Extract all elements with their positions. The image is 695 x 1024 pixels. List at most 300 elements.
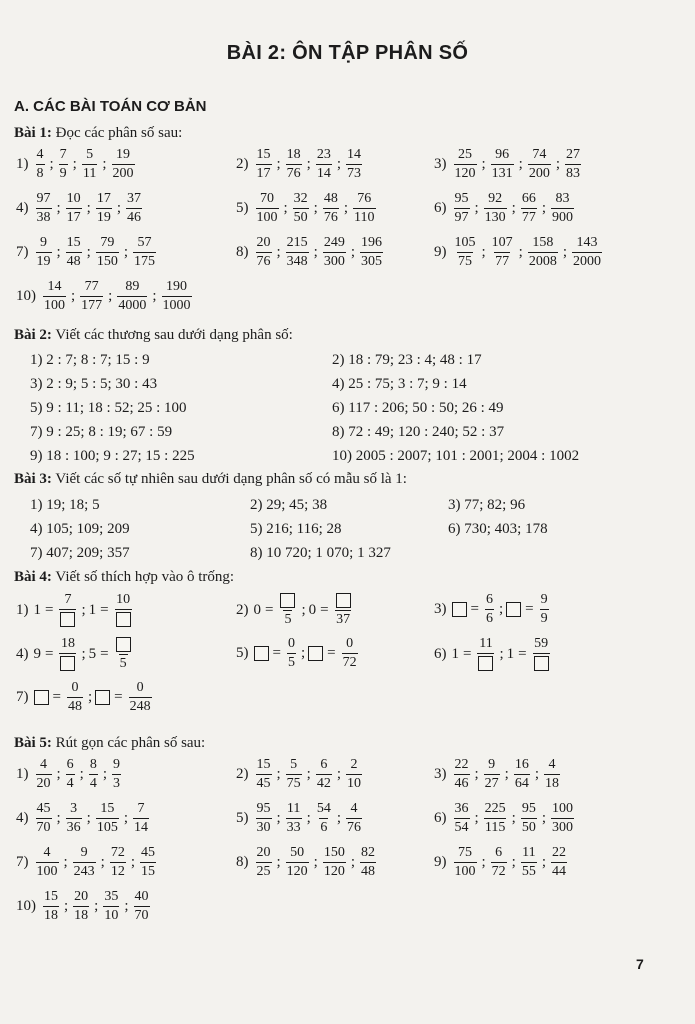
separator: ; xyxy=(87,689,93,705)
separator: ; xyxy=(336,810,342,826)
separator: ; xyxy=(534,766,540,782)
fraction xyxy=(96,191,112,226)
blank-box xyxy=(95,690,110,705)
fraction xyxy=(36,845,59,880)
denominator: 2008 xyxy=(528,254,557,269)
denominator: 18 xyxy=(44,908,58,923)
fraction xyxy=(134,889,150,924)
separator: ; xyxy=(86,244,91,260)
text-item: 9) 18 : 100; 9 : 27; 15 : 225 xyxy=(30,448,195,464)
fraction-item xyxy=(236,845,378,880)
text-item: 7) 407; 209; 357 xyxy=(30,545,130,561)
fraction xyxy=(491,845,507,880)
exercise-1-heading: Bài 1: Đọc các phân số sau: xyxy=(14,125,183,141)
numerator: 20 xyxy=(256,845,271,860)
equals-sign: = xyxy=(327,645,336,661)
denominator xyxy=(533,653,550,672)
fraction xyxy=(484,191,507,226)
numerator: 10 xyxy=(66,191,81,206)
fraction-item xyxy=(434,845,569,880)
denominator: 46 xyxy=(127,210,142,225)
fill-blank-item: 6) 1 = 11 ; 1 = 59 xyxy=(434,636,552,672)
numerator: 15 xyxy=(100,801,115,816)
numerator: 75 xyxy=(458,845,472,860)
separator: ; xyxy=(474,766,479,782)
fraction xyxy=(36,757,52,792)
numerator: 4 xyxy=(350,801,358,816)
denominator: 248 xyxy=(129,699,151,714)
fraction xyxy=(36,191,52,226)
numerator: 18 xyxy=(60,636,75,651)
separator: ; xyxy=(343,200,349,216)
denominator: 100 xyxy=(256,210,278,225)
separator: ; xyxy=(481,244,486,260)
fraction xyxy=(256,191,279,226)
fraction-item xyxy=(434,801,576,836)
denominator: 12 xyxy=(110,864,125,879)
item-number: 1) xyxy=(16,156,29,172)
separator: ; xyxy=(555,156,561,172)
fraction xyxy=(115,592,132,628)
separator: ; xyxy=(283,200,288,216)
item-number: 7) xyxy=(16,854,29,870)
separator: ; xyxy=(301,601,306,618)
fraction xyxy=(521,845,537,880)
item-number: 4) xyxy=(16,810,29,826)
numerator: 45 xyxy=(36,801,51,816)
item-number: 10) xyxy=(16,898,36,914)
denominator: 36 xyxy=(66,820,81,835)
fraction xyxy=(256,147,272,182)
denominator: 45 xyxy=(256,776,271,791)
numerator: 36 xyxy=(454,801,469,816)
denominator: 243 xyxy=(73,864,95,879)
text-item: 2) 29; 45; 38 xyxy=(250,497,328,513)
separator: ; xyxy=(498,601,504,617)
equals-sign: = xyxy=(52,689,61,705)
fraction xyxy=(286,845,309,880)
numerator: 15 xyxy=(256,757,271,772)
denominator: 1000 xyxy=(162,298,191,313)
page-title: BÀI 2: ÔN TẬP PHÂN SỐ xyxy=(226,42,469,64)
separator: ; xyxy=(481,854,486,870)
equals-sign: = xyxy=(518,645,527,662)
fill-blank-item: 2) 0 = 5 ; 0 = 37 xyxy=(236,592,354,628)
numerator: 6 xyxy=(495,845,503,860)
fraction xyxy=(162,279,192,314)
denominator: 15 xyxy=(141,864,156,879)
fraction xyxy=(140,845,156,880)
numerator: 143 xyxy=(576,235,598,250)
item-number: 4) xyxy=(16,645,29,662)
numerator: 18 xyxy=(286,147,301,162)
fraction xyxy=(346,147,362,182)
denominator: 110 xyxy=(354,210,375,225)
fraction xyxy=(544,757,560,792)
numerator: 14 xyxy=(47,279,62,294)
denominator: 5 xyxy=(119,656,127,671)
item-number: 3) xyxy=(434,601,447,617)
fraction xyxy=(477,636,494,672)
separator: ; xyxy=(94,898,99,914)
text-item: 8) 72 : 49; 120 : 240; 52 : 37 xyxy=(332,424,505,440)
denominator xyxy=(59,653,76,672)
fraction xyxy=(96,235,119,270)
denominator: 55 xyxy=(521,864,536,879)
numerator: 35 xyxy=(104,889,119,904)
separator: ; xyxy=(276,244,281,260)
blank-box xyxy=(534,656,549,671)
separator: ; xyxy=(56,766,61,782)
fraction xyxy=(528,235,558,270)
denominator: 30 xyxy=(256,820,271,835)
fraction xyxy=(286,235,309,270)
numerator: 105 xyxy=(454,235,476,250)
fraction xyxy=(287,636,296,671)
separator: ; xyxy=(541,810,547,826)
fraction xyxy=(110,845,126,880)
text-item: 3) 77; 82; 96 xyxy=(448,497,526,513)
fraction xyxy=(36,801,52,836)
separator: ; xyxy=(276,854,281,870)
fraction xyxy=(521,191,537,226)
separator: ; xyxy=(474,200,479,216)
numerator: 5 xyxy=(290,757,298,772)
fraction xyxy=(73,889,89,924)
fraction xyxy=(335,592,352,628)
numerator: 37 xyxy=(127,191,142,206)
separator: ; xyxy=(116,200,122,216)
numerator: 15 xyxy=(256,147,271,162)
numerator: 158 xyxy=(532,235,554,250)
numerator: 92 xyxy=(488,191,503,206)
denominator: 70 xyxy=(134,908,149,923)
denominator: 70 xyxy=(36,820,51,835)
denominator: 300 xyxy=(552,820,574,835)
fraction xyxy=(323,235,346,270)
numerator: 100 xyxy=(552,801,574,816)
fraction xyxy=(533,636,550,672)
fill-blank-item xyxy=(236,636,360,671)
fraction xyxy=(551,845,567,880)
denominator: 120 xyxy=(454,166,476,181)
blank-box xyxy=(60,656,75,671)
numerator: 7 xyxy=(59,147,67,162)
fraction xyxy=(279,592,296,628)
fraction xyxy=(454,147,477,182)
denominator: 9 xyxy=(540,611,548,626)
text-item: 7) 9 : 25; 8 : 19; 67 : 59 xyxy=(30,424,173,440)
text-item: 6) 730; 403; 178 xyxy=(448,521,548,537)
denominator: 77 xyxy=(521,210,536,225)
numerator: 77 xyxy=(84,279,99,294)
fraction xyxy=(360,845,376,880)
denominator: 50 xyxy=(293,210,308,225)
separator: ; xyxy=(336,156,342,172)
fraction xyxy=(256,845,272,880)
exercise-5-heading: Bài 5: Rút gọn các phân số sau: xyxy=(14,735,206,751)
denominator: 4 xyxy=(89,776,97,791)
separator: ; xyxy=(102,156,107,172)
fill-blank-item xyxy=(16,680,154,715)
numerator: 79 xyxy=(100,235,115,250)
fraction xyxy=(82,147,97,182)
fraction xyxy=(316,757,332,792)
denominator: 6 xyxy=(485,611,493,626)
denominator: 3 xyxy=(113,776,121,791)
separator: ; xyxy=(71,288,76,304)
numerator: 6 xyxy=(66,757,74,772)
separator: ; xyxy=(49,156,54,172)
fraction xyxy=(66,235,82,270)
fraction-item xyxy=(16,757,123,792)
separator: ; xyxy=(511,200,516,216)
item-number: 9) xyxy=(434,854,447,870)
denominator: 64 xyxy=(514,776,529,791)
blank-box xyxy=(116,612,131,627)
fraction-item xyxy=(16,801,151,836)
separator: ; xyxy=(108,288,113,304)
page-number: 7 xyxy=(636,956,644,972)
exercise-3-heading: Bài 3: Viết các số tự nhiên sau dưới dạng phân số có mẫu số là 1: xyxy=(14,471,407,487)
item-number: 2) xyxy=(236,601,249,618)
fraction xyxy=(103,889,119,924)
fraction xyxy=(293,191,309,226)
fraction xyxy=(346,757,362,792)
denominator: 76 xyxy=(286,166,301,181)
denominator: 44 xyxy=(552,864,567,879)
numerator: 9 xyxy=(113,757,121,772)
separator: ; xyxy=(306,810,311,826)
separator: ; xyxy=(313,200,318,216)
denominator: 77 xyxy=(495,254,510,269)
fraction xyxy=(115,636,132,672)
fraction-item xyxy=(236,801,364,836)
separator: ; xyxy=(63,854,68,870)
denominator: 73 xyxy=(347,166,362,181)
numerator: 4 xyxy=(40,757,47,772)
separator: ; xyxy=(124,898,129,914)
denominator: 83 xyxy=(566,166,581,181)
fraction xyxy=(514,757,530,792)
fraction xyxy=(484,757,500,792)
numerator: 2 xyxy=(350,757,358,772)
denominator: 72 xyxy=(342,655,357,670)
fraction-item xyxy=(434,235,604,270)
fraction-item xyxy=(236,757,364,792)
fraction xyxy=(454,845,477,880)
denominator: 48 xyxy=(66,254,81,269)
numerator: 4 xyxy=(43,845,51,860)
denominator: 5 xyxy=(287,655,295,670)
fill-blank-item xyxy=(434,592,551,627)
numerator: 7 xyxy=(64,592,72,607)
denominator: 130 xyxy=(484,210,506,225)
numerator: 7 xyxy=(137,801,145,816)
numerator: 4 xyxy=(548,757,556,772)
text-item: 2) 18 : 79; 23 : 4; 48 : 17 xyxy=(332,352,482,368)
fraction xyxy=(256,235,272,270)
separator: ; xyxy=(102,766,108,782)
fraction xyxy=(323,845,346,880)
denominator: 46 xyxy=(454,776,469,791)
numerator: 82 xyxy=(361,845,376,860)
numerator: 0 xyxy=(71,680,79,695)
equals-sign: = xyxy=(114,689,123,705)
fraction xyxy=(67,680,83,715)
text-item: 8) 10 720; 1 070; 1 327 xyxy=(250,545,391,561)
denominator: 17 xyxy=(66,210,81,225)
denominator: 48 xyxy=(67,699,82,714)
separator: ; xyxy=(313,854,318,870)
denominator xyxy=(59,609,76,628)
denominator: 8 xyxy=(36,166,44,181)
numerator: 59 xyxy=(534,636,549,651)
denominator: 76 xyxy=(347,820,362,835)
text-item: 4) 25 : 75; 3 : 7; 9 : 14 xyxy=(332,376,467,392)
blank-box xyxy=(478,656,493,671)
numerator: 15 xyxy=(66,235,81,250)
separator: ; xyxy=(123,810,129,826)
item-number: 6) xyxy=(434,200,447,216)
separator: ; xyxy=(518,244,523,260)
fraction xyxy=(43,889,59,924)
denominator: 348 xyxy=(286,254,308,269)
exercise-2-heading: Bài 2: Viết các thương sau dưới dạng phân số: xyxy=(14,327,293,343)
fraction xyxy=(112,757,121,792)
fraction xyxy=(256,757,272,792)
separator: ; xyxy=(336,766,342,782)
text-item: 1) 19; 18; 5 xyxy=(30,497,100,513)
numerator: 3 xyxy=(70,801,78,816)
fraction xyxy=(89,757,98,792)
denominator: 54 xyxy=(454,820,469,835)
numerator: 4 xyxy=(36,147,44,162)
separator: ; xyxy=(86,200,91,216)
equals-sign: = xyxy=(45,601,54,618)
numerator: 215 xyxy=(286,235,308,250)
fraction xyxy=(342,636,358,671)
numerator: 150 xyxy=(323,845,345,860)
numerator: 11 xyxy=(522,845,536,860)
fraction-item xyxy=(434,147,583,182)
fraction-item xyxy=(16,147,137,182)
denominator: 27 xyxy=(484,776,499,791)
numerator: 14 xyxy=(347,147,362,162)
separator: ; xyxy=(306,156,311,172)
denominator: 75 xyxy=(458,254,472,269)
separator: ; xyxy=(81,645,86,662)
text-item: 5) 216; 116; 28 xyxy=(250,521,342,537)
item-number: 6) xyxy=(434,810,447,826)
denominator: 105 xyxy=(96,820,118,835)
item-number: 2) xyxy=(236,766,249,782)
separator: ; xyxy=(56,244,61,260)
separator: ; xyxy=(276,766,281,782)
blank-box xyxy=(60,612,75,627)
fraction xyxy=(454,757,470,792)
item-number: 5) xyxy=(236,645,249,661)
numerator: 76 xyxy=(357,191,372,206)
numerator: 66 xyxy=(521,191,536,206)
numerator: 196 xyxy=(361,235,383,250)
section-heading: A. CÁC BÀI TOÁN CƠ BẢN xyxy=(14,98,207,115)
fraction-item xyxy=(16,279,194,314)
separator: ; xyxy=(499,645,504,662)
numerator: 20 xyxy=(74,889,89,904)
separator: ; xyxy=(541,200,547,216)
text-item: 1) 2 : 7; 8 : 7; 15 : 9 xyxy=(30,352,150,368)
separator: ; xyxy=(562,244,568,260)
blank-box xyxy=(116,637,131,652)
fraction xyxy=(491,235,514,270)
fraction xyxy=(117,279,147,314)
denominator: 175 xyxy=(134,254,156,269)
fraction-item xyxy=(236,147,364,182)
fraction xyxy=(59,592,76,628)
numerator: 20 xyxy=(256,235,271,250)
separator: ; xyxy=(518,156,523,172)
separator: ; xyxy=(541,854,547,870)
separator: ; xyxy=(64,898,69,914)
equals-sign: = xyxy=(463,645,472,662)
numerator xyxy=(279,592,296,610)
denominator: 4000 xyxy=(118,298,147,313)
separator: ; xyxy=(511,854,516,870)
numerator: 50 xyxy=(290,845,305,860)
blank-box xyxy=(34,690,49,705)
denominator: 100 xyxy=(36,864,58,879)
fraction-item xyxy=(16,191,144,226)
equals-sign: = xyxy=(320,601,329,618)
fraction xyxy=(454,801,470,836)
denominator: 42 xyxy=(316,776,331,791)
text-item: 4) 105; 109; 209 xyxy=(30,521,130,537)
fraction xyxy=(551,801,574,836)
denominator: 17 xyxy=(256,166,271,181)
numerator: 5 xyxy=(86,147,94,162)
separator: ; xyxy=(504,766,509,782)
denominator: 131 xyxy=(491,166,513,181)
fraction xyxy=(256,801,272,836)
item-number: 8) xyxy=(236,244,249,260)
fraction xyxy=(572,235,602,270)
item-number: 9) xyxy=(434,244,447,260)
numerator: 23 xyxy=(316,147,331,162)
denominator: 5 xyxy=(284,612,292,627)
numerator: 0 xyxy=(136,680,144,695)
numerator: 95 xyxy=(454,191,469,206)
denominator: 38 xyxy=(36,210,51,225)
denominator: 20 xyxy=(36,776,51,791)
blank-box xyxy=(452,602,467,617)
denominator: 75 xyxy=(286,776,301,791)
denominator: 10 xyxy=(104,908,119,923)
equals-sign: = xyxy=(470,601,479,617)
denominator: 97 xyxy=(454,210,469,225)
numerator: 95 xyxy=(256,801,271,816)
separator: ; xyxy=(123,244,129,260)
numerator: 19 xyxy=(116,147,130,162)
numerator: 11 xyxy=(286,801,301,816)
fraction xyxy=(353,191,375,226)
denominator: 177 xyxy=(81,298,103,313)
fraction xyxy=(73,845,96,880)
numerator: 9 xyxy=(488,757,496,772)
item-number: 5) xyxy=(236,200,249,216)
numerator: 25 xyxy=(458,147,472,162)
numerator: 95 xyxy=(521,801,536,816)
